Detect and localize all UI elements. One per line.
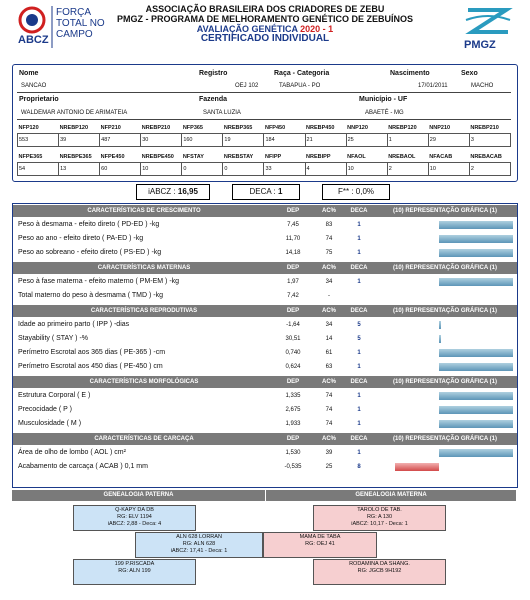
trait-dep: 11,70 <box>285 236 301 242</box>
trait-name: Idade ao primeiro parto ( IPP ) -dias <box>18 321 130 328</box>
section-header <box>13 433 517 445</box>
label-nome: Nome <box>19 70 39 77</box>
label-raca: Raça - Categoria <box>274 70 330 77</box>
metric-header: NFPE450 <box>100 154 125 160</box>
metric-value: 54 <box>18 163 59 176</box>
metric-header: NFSTAY <box>182 154 204 160</box>
trait-row <box>13 289 517 303</box>
trait-name: Total materno do peso à desmama ( TMD ) -kg <box>18 292 163 299</box>
trait-dep: 0,740 <box>285 350 301 356</box>
metric-header: NFAOL <box>347 154 366 160</box>
divider <box>17 119 511 120</box>
trait-deca: 1 <box>357 450 361 456</box>
metric-value: 30 <box>141 134 182 147</box>
pmgz-logo <box>462 6 514 52</box>
trait-accuracy: 74 <box>325 421 333 427</box>
trait-row <box>13 318 517 332</box>
value-municipio: ABAETÉ - MG <box>365 110 404 116</box>
trait-deca: 1 <box>357 407 361 413</box>
trait-row <box>13 403 517 417</box>
metric-value: 4 <box>305 163 346 176</box>
paternal-grandfather-box: Q-KAPY DA DB RG: ELV 1194 iABCZ: 2,88 - Deca: 4 <box>73 505 196 531</box>
metric-header: NREBACAB <box>470 154 502 160</box>
trait-accuracy: 74 <box>325 393 333 399</box>
metric-header: NREBSTAY <box>223 154 254 160</box>
trait-accuracy: 63 <box>325 364 333 370</box>
trait-dep: 0,624 <box>285 364 301 370</box>
trait-dep: 1,335 <box>285 393 301 399</box>
col-header-ac: AC% <box>321 308 336 314</box>
metric-header: NFPE365 <box>18 154 43 160</box>
trait-name: Precocidade ( P ) <box>18 406 72 413</box>
trait-accuracy: - <box>328 293 330 299</box>
metric-header: NREBP210 <box>470 125 499 131</box>
trait-row <box>13 346 517 360</box>
program-name: PMGZ - PROGRAMA DE MELHORAMENTO GENÉTICO DE ZEBUÍNOS <box>116 14 413 24</box>
col-header-ac: AC% <box>321 208 336 214</box>
col-header-graph: (10) REPRESENTAÇÃO GRÁFICA (1) <box>392 208 497 214</box>
value-fazenda: SANTA LUZIA <box>203 110 241 116</box>
label-registro: Registro <box>199 70 228 77</box>
trait-row <box>13 446 517 460</box>
dep-bar <box>439 349 513 357</box>
metric-value: 13 <box>59 163 100 176</box>
metric-value: 19 <box>223 134 264 147</box>
label-nascimento: Nascimento <box>390 70 430 77</box>
trait-deca: 1 <box>357 350 361 356</box>
metric-value: 21 <box>305 134 346 147</box>
metric-value: 3 <box>469 134 510 147</box>
metric-value: 10 <box>428 163 469 176</box>
trait-deca: 5 <box>357 322 361 328</box>
dep-bar <box>439 335 441 343</box>
section-title: CARACTERÍSTICAS MORFOLÓGICAS <box>89 379 199 385</box>
trait-dep: -0,535 <box>284 464 302 470</box>
trait-name: Perímetro Escrotal aos 365 dias ( PE-365 ) -cm <box>18 349 166 356</box>
org-name: ASSOCIAÇÃO BRASILEIRA DOS CRIADORES DE ZEBU <box>145 4 385 14</box>
trait-accuracy: 74 <box>325 407 333 413</box>
col-header-graph: (10) REPRESENTAÇÃO GRÁFICA (1) <box>392 308 497 314</box>
trait-deca: 1 <box>357 250 361 256</box>
metric-header: NREBP120 <box>388 125 417 131</box>
value-nascimento: 17/01/2011 <box>418 83 448 89</box>
dep-bar <box>439 235 513 243</box>
trait-deca: 1 <box>357 364 361 370</box>
metric-value: 39 <box>59 134 100 147</box>
pmgz-text: PMGZ <box>464 39 496 51</box>
col-header-dep: DEP <box>286 208 300 214</box>
metrics-table-1 <box>17 123 511 147</box>
metric-value: 184 <box>264 134 305 147</box>
dep-bar <box>395 463 439 471</box>
dep-bar <box>439 449 513 457</box>
col-header-ac: AC% <box>321 265 336 271</box>
metric-header: NREBAOL <box>388 154 416 160</box>
f-value: 0,0% <box>355 187 375 196</box>
col-header-deca: DECA <box>350 436 368 442</box>
col-header-graph: (10) REPRESENTAÇÃO GRÁFICA (1) <box>392 265 497 271</box>
trait-row <box>13 389 517 403</box>
sire-box: ALN 628 LORRAN RG: ALN 628 iABCZ: 17,41 - Deca: 1 <box>135 532 263 558</box>
section-title: CARACTERÍSTICAS REPRODUTIVAS <box>90 308 198 314</box>
metric-header: NFP120 <box>18 125 39 131</box>
value-sexo: MACHO <box>471 83 494 89</box>
trait-name: Musculosidade ( M ) <box>18 420 82 427</box>
value-registro: OEJ 102 <box>235 83 259 89</box>
paternal-grandmother-box: 199 P.RISCADA RG: ALN 199 <box>73 559 196 585</box>
abcz-slogan: FORÇA TOTAL NO CAMPO <box>56 7 105 40</box>
trait-name: Peso à desmama - efeito direto ( PD-ED ) -kg <box>18 221 160 228</box>
maternal-grandfather-box: TAROLO DE TAB. RG: A 130 iABCZ: 10,17 - Deca: 1 <box>313 505 446 531</box>
trait-row <box>13 275 517 289</box>
trait-accuracy: 39 <box>325 450 333 456</box>
metric-value: 1 <box>387 134 428 147</box>
f-box: F** : 0,0% <box>322 184 390 200</box>
col-header-graph: (10) REPRESENTAÇÃO GRÁFICA (1) <box>392 436 497 442</box>
trait-deca: 1 <box>357 393 361 399</box>
trait-name: Perímetro Escrotal aos 450 dias ( PE-450 ) cm <box>18 363 163 370</box>
traits-table <box>12 203 518 488</box>
metric-value: 10 <box>346 163 387 176</box>
trait-row <box>13 246 517 260</box>
dep-bar <box>439 406 513 414</box>
metric-header: NNP210 <box>429 125 451 131</box>
metric-header: NREBP120 <box>59 125 89 131</box>
dep-bar <box>439 249 513 257</box>
section-title: CARACTERÍSTICAS DE CARCAÇA <box>94 436 194 442</box>
genealogy-paternal-header: GENEALOGIA PATERNA <box>12 490 265 501</box>
metric-value: 25 <box>346 134 387 147</box>
trait-dep: 2,675 <box>285 407 301 413</box>
trait-name: Peso à fase materna - efeito materno ( PM-EM ) -kg <box>18 278 180 285</box>
col-header-deca: DECA <box>350 379 368 385</box>
trait-row <box>13 360 517 374</box>
trait-accuracy: 74 <box>325 236 333 242</box>
trait-row <box>13 460 517 474</box>
metric-header: NREBP450 <box>306 125 335 131</box>
dep-bar <box>439 363 513 371</box>
col-header-dep: DEP <box>286 265 300 271</box>
trait-name: Estrutura Corporal ( E ) <box>18 392 91 399</box>
iabcz-box: iABCZ : 16,95 <box>136 184 210 200</box>
maternal-grandmother-box: RODAMINA DA SHANG. RG: JGCB 9H192 <box>313 559 446 585</box>
col-header-dep: DEP <box>286 379 300 385</box>
evaluation-title: AVALIAÇÃO GENÉTICA 2020 - 1 <box>196 24 334 34</box>
trait-name: Área de olho de lombo ( AOL ) cm² <box>18 449 126 456</box>
metric-value: 0 <box>182 163 223 176</box>
trait-dep: -1,64 <box>286 322 300 328</box>
trait-accuracy: 25 <box>325 464 333 470</box>
metric-value: 10 <box>141 163 182 176</box>
metric-header: NFP210 <box>100 125 121 131</box>
dep-bar <box>439 221 513 229</box>
trait-name: Stayability ( STAY ) -% <box>18 335 89 342</box>
section-header <box>13 376 517 388</box>
metric-value: 553 <box>18 134 59 147</box>
trait-accuracy: 14 <box>325 336 333 342</box>
value-nome: SANCAO <box>21 83 47 89</box>
certificate-title: CERTIFICADO INDIVIDUAL <box>200 33 330 44</box>
label-proprietario: Proprietario <box>19 96 59 103</box>
deca-box: DECA : 1 <box>232 184 300 200</box>
value-proprietario: WALDEMAR ANTONIO DE ARIMATEIA <box>21 110 128 116</box>
abcz-acronym: ABCZ <box>18 34 49 46</box>
abcz-logo <box>15 4 105 50</box>
metric-value: 0 <box>223 163 264 176</box>
trait-dep: 7,42 <box>287 293 299 299</box>
label-sexo: Sexo <box>461 70 478 77</box>
genealogy-maternal-header: GENEALOGIA MATERNA <box>266 490 516 501</box>
trait-name: Peso ao sobreano - efeito direto ( PS-ED ) -kg <box>18 249 162 256</box>
col-header-ac: AC% <box>321 436 336 442</box>
metric-header: NREBIPP <box>306 154 331 160</box>
metric-header: NREBP210 <box>141 125 171 131</box>
animal-data-box <box>12 64 518 182</box>
col-header-deca: DECA <box>350 208 368 214</box>
section-title: CARACTERÍSTICAS DE CRESCIMENTO <box>87 208 201 214</box>
metric-value: 160 <box>182 134 223 147</box>
metric-header: NREBP365 <box>223 125 253 131</box>
trait-deca: 5 <box>357 336 361 342</box>
col-header-graph: (10) REPRESENTAÇÃO GRÁFICA (1) <box>392 379 497 385</box>
trait-row <box>13 417 517 431</box>
trait-accuracy: 34 <box>325 322 333 328</box>
trait-accuracy: 34 <box>325 279 333 285</box>
trait-deca: 8 <box>357 464 361 470</box>
trait-name: Peso ao ano - efeito direto ( PA-ED ) -kg <box>18 235 144 242</box>
trait-deca: 1 <box>357 279 361 285</box>
section-header <box>13 262 517 274</box>
trait-row <box>13 218 517 232</box>
value-raca: TABAPUA - PO <box>279 83 321 89</box>
metric-header: NFP450 <box>264 125 286 131</box>
trait-accuracy: 61 <box>325 350 333 356</box>
dep-bar <box>439 392 513 400</box>
evaluation-year: 2020 - 1 <box>300 24 334 34</box>
col-header-dep: DEP <box>286 308 300 314</box>
trait-accuracy: 75 <box>325 250 333 256</box>
metrics-table-2 <box>17 152 511 176</box>
trait-row <box>13 332 517 346</box>
trait-deca: 1 <box>357 236 361 242</box>
col-header-ac: AC% <box>321 379 336 385</box>
metric-value: 2 <box>469 163 510 176</box>
section-header <box>13 305 517 317</box>
col-header-dep: DEP <box>286 436 300 442</box>
trait-accuracy: 83 <box>325 222 333 228</box>
label-fazenda: Fazenda <box>199 96 228 103</box>
trait-dep: 1,97 <box>287 279 299 285</box>
dep-bar <box>439 420 513 428</box>
trait-dep: 30,51 <box>285 336 301 342</box>
trait-dep: 7,45 <box>287 222 299 228</box>
col-header-deca: DECA <box>350 308 368 314</box>
section-header <box>13 205 517 217</box>
metric-header: NREBPE365 <box>59 154 92 160</box>
trait-name: Acabamento de carcaça ( ACAB ) 0,1 mm <box>18 463 148 470</box>
metric-value: 33 <box>264 163 305 176</box>
iabcz-value: 16,95 <box>177 187 198 196</box>
dep-bar <box>439 321 441 329</box>
dep-bar <box>439 278 513 286</box>
deca-value: 1 <box>278 187 283 196</box>
metric-header: NFACAB <box>429 154 453 160</box>
col-header-deca: DECA <box>350 265 368 271</box>
trait-row <box>13 232 517 246</box>
metric-value: 60 <box>100 163 141 176</box>
label-municipio: Município - UF <box>359 96 408 103</box>
metric-header: NFP365 <box>182 125 203 131</box>
metric-header: NNP120 <box>347 125 368 131</box>
section-title: CARACTERÍSTICAS MATERNAS <box>97 265 191 271</box>
trait-dep: 14,18 <box>285 250 301 256</box>
trait-deca: 1 <box>357 222 361 228</box>
trait-dep: 1,530 <box>285 450 301 456</box>
metric-header: NREBPE450 <box>141 154 174 160</box>
dam-box: MAMA DE TABA RG: OEJ 41 <box>263 532 377 558</box>
divider <box>17 92 511 93</box>
metric-value: 29 <box>428 134 469 147</box>
metric-value: 487 <box>100 134 141 147</box>
metric-value: 2 <box>387 163 428 176</box>
trait-deca: 1 <box>357 421 361 427</box>
metric-header: NFIPP <box>264 154 282 160</box>
trait-dep: 1,933 <box>285 421 301 427</box>
header-title <box>110 4 420 44</box>
